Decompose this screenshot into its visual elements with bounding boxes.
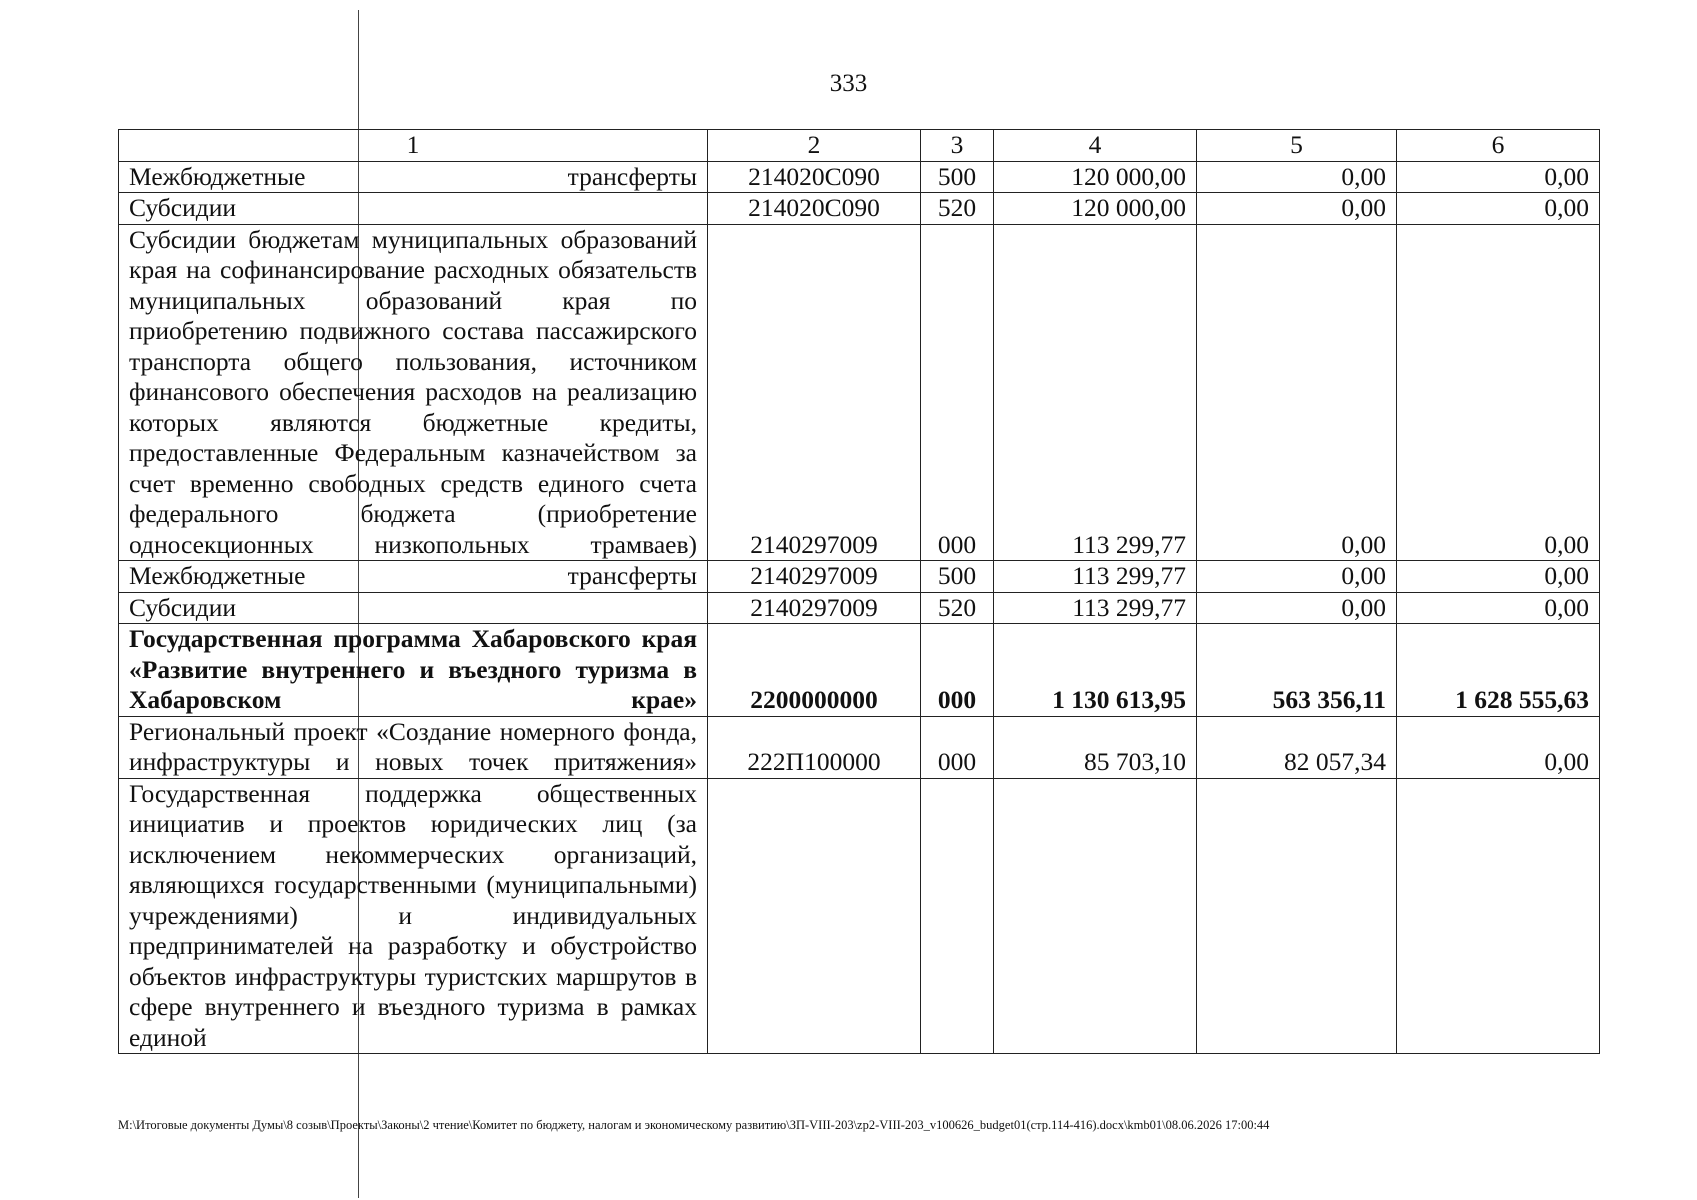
- row-type-cell: 520: [921, 193, 994, 225]
- budget-table: [118, 129, 1600, 1054]
- row-value-cell: 0,00: [1197, 193, 1397, 225]
- row-code-cell: 2140297009: [708, 561, 921, 593]
- row-code-cell: 214020С090: [708, 161, 921, 193]
- col-header: 5: [1197, 130, 1397, 162]
- header-row: [119, 130, 1600, 162]
- row-name-cell: Государственная поддержка общественных инициатив и проектов юридических лиц (за исключением некоммерческих организаций, являющихся государственными (муниципальными) учреждениями) и индивидуальных предпринимателей на разработку и обустройство объектов инфраструктуры туристских маршрутов в сфере внутреннего и въездного туризма в рамках единой: [119, 778, 708, 1054]
- row-value-cell: 113 299,77: [994, 224, 1197, 561]
- col-header: 4: [994, 130, 1197, 162]
- row-code-cell: 2140297009: [708, 592, 921, 624]
- col-header: 2: [708, 130, 921, 162]
- table-row: [119, 592, 1600, 624]
- row-type-cell: 000: [921, 624, 994, 717]
- row-value-cell: 85 703,10: [994, 716, 1197, 778]
- row-value-cell: 0,00: [1397, 161, 1600, 193]
- row-type-cell: [921, 778, 994, 1054]
- row-value-cell: 0,00: [1197, 161, 1397, 193]
- col-header: 6: [1397, 130, 1600, 162]
- row-type-cell: 520: [921, 592, 994, 624]
- row-value-cell: 0,00: [1397, 224, 1600, 561]
- row-type-cell: 500: [921, 561, 994, 593]
- row-name-cell: Субсидии: [119, 193, 708, 225]
- row-name-cell: Субсидии бюджетам муниципальных образований края на софинансирование расходных обязательств муниципальных образований края по приобретению подвижного состава пассажирского транспорта общего пользования, источником финансового обеспечения расходов на реализацию которых являются бюджетные кредиты, предоставленные Федеральным казначейством за счет временно свободных средств единого счета федерального бюджета (приобретение односекционных низкопольных трамваев): [119, 224, 708, 561]
- row-name-cell: Государственная программа Хабаровского края «Развитие внутреннего и въездного туризма в Хабаровском крае»: [119, 624, 708, 717]
- row-code-cell: 222П100000: [708, 716, 921, 778]
- table-row: [119, 161, 1600, 193]
- row-value-cell: [994, 778, 1197, 1054]
- row-code-cell: 214020С090: [708, 193, 921, 225]
- col-header: 1: [119, 130, 708, 162]
- row-value-cell: 0,00: [1397, 716, 1600, 778]
- row-value-cell: [1397, 778, 1600, 1054]
- row-type-cell: 500: [921, 161, 994, 193]
- row-name-cell: Региональный проект «Создание номерного фонда, инфраструктуры и новых точек притяжения»: [119, 716, 708, 778]
- row-value-cell: 563 356,11: [1197, 624, 1397, 717]
- row-value-cell: 113 299,77: [994, 592, 1197, 624]
- row-code-cell: 2200000000: [708, 624, 921, 717]
- table-row: [119, 561, 1600, 593]
- row-value-cell: 0,00: [1197, 224, 1397, 561]
- row-value-cell: [1197, 778, 1397, 1054]
- row-name-cell: Субсидии: [119, 592, 708, 624]
- row-value-cell: 0,00: [1397, 193, 1600, 225]
- row-value-cell: 0,00: [1197, 592, 1397, 624]
- row-value-cell: 1 628 555,63: [1397, 624, 1600, 717]
- row-value-cell: 0,00: [1397, 592, 1600, 624]
- table-row: [119, 224, 1600, 561]
- col-header: 3: [921, 130, 994, 162]
- row-name-cell: Межбюджетные трансферты: [119, 561, 708, 593]
- row-value-cell: 120 000,00: [994, 193, 1197, 225]
- row-value-cell: 0,00: [1197, 561, 1397, 593]
- row-code-cell: [708, 778, 921, 1054]
- table-row: [119, 778, 1600, 1054]
- row-type-cell: 000: [921, 224, 994, 561]
- row-value-cell: 82 057,34: [1197, 716, 1397, 778]
- row-value-cell: 1 130 613,95: [994, 624, 1197, 717]
- table-row: [119, 624, 1600, 717]
- row-value-cell: 113 299,77: [994, 561, 1197, 593]
- row-value-cell: 0,00: [1397, 561, 1600, 593]
- table-row: [119, 193, 1600, 225]
- row-value-cell: 120 000,00: [994, 161, 1197, 193]
- row-name-cell: Межбюджетные трансферты: [119, 161, 708, 193]
- footer-file-path: М:\Итоговые документы Думы\8 созыв\Проекты\Законы\2 чтение\Комитет по бюджету, налогам и экономическому развитию\ЗП-VIII-203\zp2-VIII-203_v100626_budget01(стр.114-416).docx\kmb01\08.06.2026 17:00:44: [118, 1118, 1270, 1132]
- row-type-cell: 000: [921, 716, 994, 778]
- row-code-cell: 2140297009: [708, 224, 921, 561]
- table-row: [119, 716, 1600, 778]
- page-number: 333: [829, 70, 868, 97]
